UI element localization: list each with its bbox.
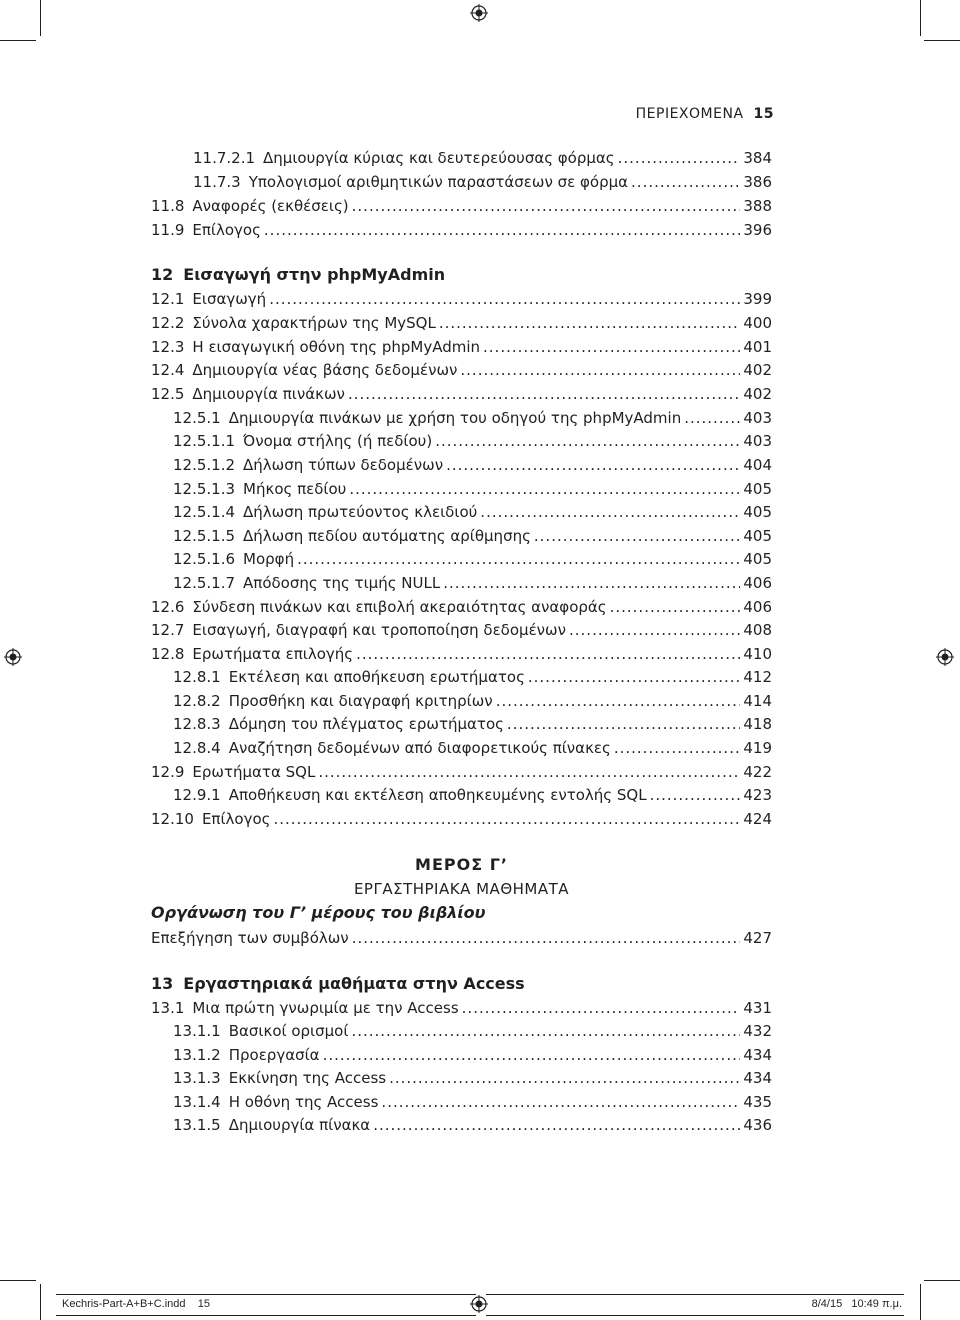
toc-entry: 12.8 Ερωτήματα επιλογής ..... 410 [151, 643, 772, 665]
toc-entry: 11.7.3 Υπολογισμοί αριθμητικών παραστάσεων σε φόρμα ..... 386 [151, 171, 772, 193]
toc-entry: 11.9 Επίλογος ..... 396 [151, 219, 772, 241]
toc-entry: 12.5.1.5 Δήλωση πεδίου αυτόματης αρίθμησης ..... 405 [151, 525, 772, 547]
chapter-heading: 13 Εργαστηριακά μαθήματα στην Access [151, 974, 525, 993]
organization-heading: Οργάνωση του Γ’ μέρους του βιβλίου [151, 903, 486, 922]
toc-entry: 12.5.1.3 Μήκος πεδίου ..... 405 [151, 478, 772, 500]
toc-entry: 13.1.5 Δημιουργία πίνακα ..... 436 [151, 1114, 772, 1136]
toc-entry: 11.7.2.1 Δημιουργία κύριας και δευτερεύουσας φόρμας ..... 384 [151, 147, 772, 169]
page-number: 15 [753, 106, 774, 122]
toc-entry: 12.5.1 Δημιουργία πινάκων με χρήση του οδηγού της phpMyAdmin ..... 403 [151, 407, 772, 429]
running-head-title: ΠΕΡΙΕΧΟΜΕΝΑ [635, 106, 744, 122]
part-subtitle: ΕΡΓΑΣΤΗΡΙΑΚΑ ΜΑΘΗΜΑΤΑ [353, 880, 570, 898]
running-head [636, 106, 774, 122]
toc-entry: 12.2 Σύνολα χαρακτήρων της MySQL ..... 400 [151, 312, 772, 334]
toc-entry: 13.1.3 Εκκίνηση της Access ..... 434 [151, 1067, 772, 1089]
crop-mark [0, 40, 36, 41]
toc-entry: 12.5.1.1 Όνομα στήλης (ή πεδίου) ..... 403 [151, 430, 772, 452]
registration-mark-icon [4, 648, 22, 666]
crop-mark [0, 1280, 36, 1281]
toc-entry: 13.1 Μια πρώτη γνωριμία με την Access ..... 431 [151, 997, 772, 1019]
part-title: ΜΕΡΟΣ Γ’ [415, 855, 508, 874]
registration-mark-icon [470, 4, 488, 22]
toc-entry: 12.3 Η εισαγωγική οθόνη της phpMyAdmin ..... 401 [151, 336, 772, 358]
chapter-heading: 12 Εισαγωγή στην phpMyAdmin [151, 265, 446, 284]
slug-file: Kechris-Part-A+B+C.indd 15 [62, 1298, 210, 1310]
toc-entry: 12.5.1.4 Δήλωση πρωτεύοντος κλειδιού ..... 405 [151, 501, 772, 523]
crop-mark [920, 0, 921, 36]
crop-mark [924, 1280, 960, 1281]
toc-entry: 12.5.1.7 Απόδοσης της τιμής NULL ..... 406 [151, 572, 772, 594]
toc-entry: 12.8.4 Αναζήτηση δεδομένων από διαφορετικούς πίνακες ..... 419 [151, 737, 772, 759]
toc-entry: 12.1 Εισαγωγή ..... 399 [151, 288, 772, 310]
crop-mark [40, 0, 41, 36]
toc-entry: 12.5.1.6 Μορφή ..... 405 [151, 548, 772, 570]
toc-entry: 12.8.3 Δόμηση του πλέγματος ερωτήματος ..... 418 [151, 713, 772, 735]
toc-entry: Επεξήγηση των συμβόλων ..... 427 [151, 927, 772, 949]
toc-entry: 12.5.1.2 Δήλωση τύπων δεδομένων ..... 404 [151, 454, 772, 476]
toc-entry: 11.8 Αναφορές (εκθέσεις) ..... 388 [151, 195, 772, 217]
toc-entry: 12.10 Επίλογος ..... 424 [151, 808, 772, 830]
toc-entry: 12.7 Εισαγωγή, διαγραφή και τροποποίηση δεδομένων ..... 408 [151, 619, 772, 641]
print-slug [0, 1294, 960, 1316]
toc-entry: 13.1.1 Βασικοί ορισμοί ..... 432 [151, 1020, 772, 1042]
slug-date: 8/4/15 10:49 π.μ. [811, 1298, 902, 1310]
toc-entry: 12.4 Δημιουργία νέας βάσης δεδομένων ..... 402 [151, 359, 772, 381]
toc-entry: 12.6 Σύνδεση πινάκων και επιβολή ακεραιότητας αναφοράς ..... 406 [151, 596, 772, 618]
toc-entry: 13.1.4 Η οθόνη της Access ..... 435 [151, 1091, 772, 1113]
toc-entry: 13.1.2 Προεργασία ..... 434 [151, 1044, 772, 1066]
toc-entry: 12.5 Δημιουργία πινάκων ..... 402 [151, 383, 772, 405]
registration-mark-icon [936, 648, 954, 666]
crop-mark [924, 40, 960, 41]
registration-mark-icon [470, 1295, 488, 1313]
toc-entry: 12.8.1 Εκτέλεση και αποθήκευση ερωτήματος ..... 412 [151, 666, 772, 688]
toc-entry: 12.8.2 Προσθήκη και διαγραφή κριτηρίων ..... 414 [151, 690, 772, 712]
toc-entry: 12.9 Ερωτήματα SQL ..... 422 [151, 761, 772, 783]
toc-entry: 12.9.1 Αποθήκευση και εκτέλεση αποθηκευμένης εντολής SQL ..... 423 [151, 784, 772, 806]
